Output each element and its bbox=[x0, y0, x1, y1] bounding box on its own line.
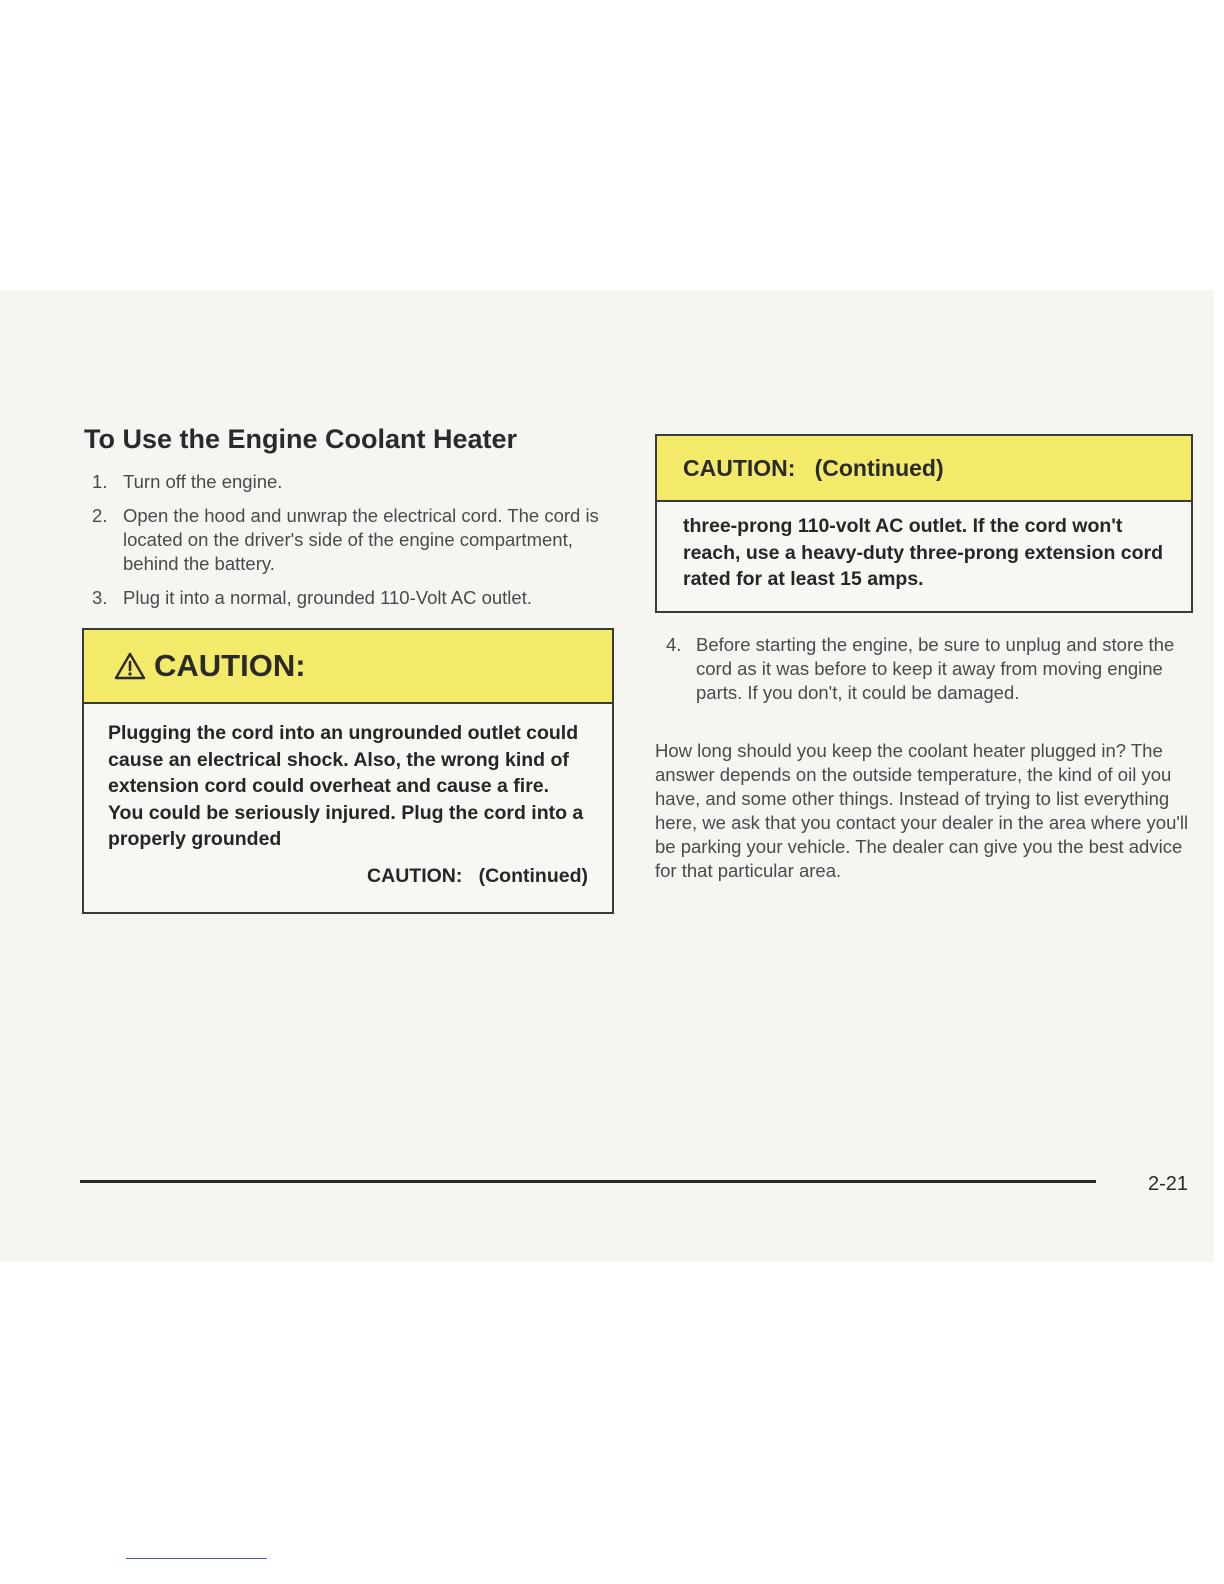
step-text: Plug it into a normal, grounded 110-Volt AC outlet. bbox=[123, 587, 532, 608]
caution-header bbox=[84, 630, 612, 704]
step-text: Open the hood and unwrap the electrical cord. The cord is located on the driver's side of the engine compartment, behind the battery. bbox=[123, 505, 599, 574]
step-number: 4. bbox=[666, 634, 682, 655]
step-number: 1. bbox=[92, 471, 108, 492]
step-number: 3. bbox=[92, 587, 108, 608]
caution-box bbox=[82, 628, 614, 914]
caution-continued-label: CAUTION: (Continued) bbox=[367, 864, 588, 887]
caution-continued-text: three-prong 110-volt AC outlet. If the cord won't reach, use a heavy-duty three-prong extension cord rated for at least 15 amps. bbox=[683, 515, 1164, 590]
warning-triangle-icon bbox=[114, 652, 146, 680]
body-paragraph: How long should you keep the coolant heater plugged in? The answer depends on the outside temperature, the kind of oil you have, and some other things. Instead of trying to list everything here, we ask that you contact your dealer in the area where you'll be parking your vehicle. The dealer can give you the best advice for that particular area. bbox=[655, 740, 1189, 881]
list-item bbox=[92, 470, 622, 494]
caution-body bbox=[84, 704, 612, 889]
footer-divider bbox=[80, 1180, 1096, 1183]
caution-continued-title: CAUTION: (Continued) bbox=[657, 436, 1191, 502]
page-number: 2-21 bbox=[1148, 1173, 1189, 1195]
caution-title: CAUTION: bbox=[154, 648, 306, 683]
step-text: Turn off the engine. bbox=[123, 471, 283, 492]
list-item bbox=[666, 633, 1186, 705]
caution-continued-box bbox=[655, 434, 1193, 613]
section-heading: To Use the Engine Coolant Heater bbox=[84, 424, 518, 454]
step-text: Before starting the engine, be sure to unplug and store the cord as it was before to keep it away from moving engine parts. If you don't, it could be damaged. bbox=[696, 634, 1175, 703]
caution-text: Plugging the cord into an ungrounded outlet could cause an electrical shock. Also, the wrong kind of extension cord could overheat and cause a fire. You could be seriously injured. Plug the cord into a properly grounded bbox=[108, 722, 584, 850]
step-number: 2. bbox=[92, 505, 108, 526]
list-item bbox=[92, 586, 622, 610]
link-underline bbox=[126, 1558, 267, 1559]
steps-list bbox=[92, 470, 622, 620]
list-item bbox=[92, 504, 622, 576]
